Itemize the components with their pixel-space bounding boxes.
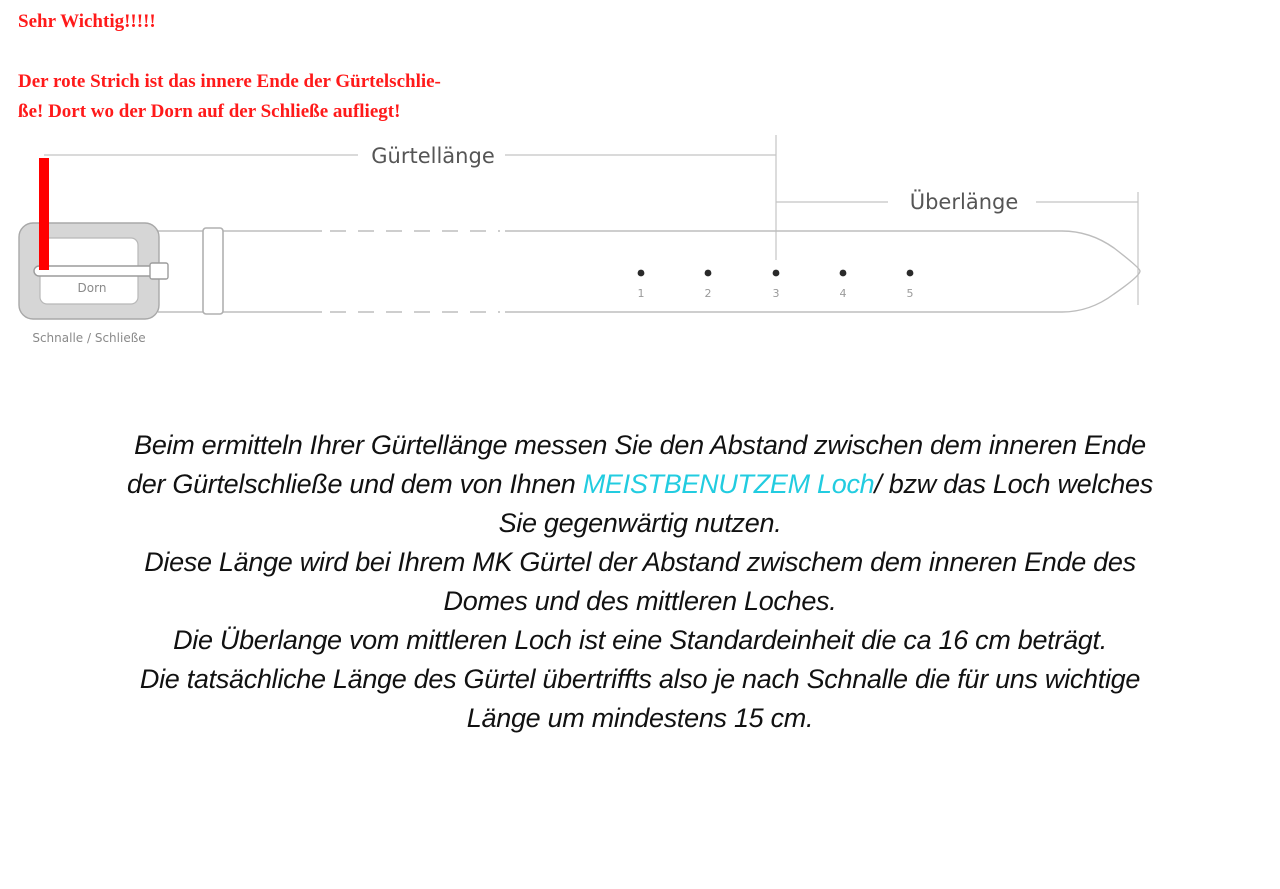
description-line-2-end: / bzw das Loch welches (874, 469, 1153, 499)
warning-title: Sehr Wichtig!!!!! (18, 11, 156, 32)
belt-hole (638, 270, 645, 277)
description-line-3: Sie gegenwärtig nutzen. (498, 508, 782, 538)
belt-strap (158, 231, 1140, 312)
belt-hole (840, 270, 847, 277)
warning-line-1: Der rote Strich ist das innere Ende der Gürtelschlie- (18, 71, 441, 92)
description-line-4: Diese Länge wird bei Ihrem MK Gürtel der Abstand zwischem dem inneren Ende des (144, 547, 1136, 577)
hole-number: 5 (906, 287, 914, 300)
overlength-label: Überlänge (909, 190, 1019, 214)
most-used-hole-highlight: MEISTBENUTZEM Loch (582, 469, 875, 499)
hole-number: 4 (839, 287, 847, 300)
description-line-1: Beim ermitteln Ihrer Gürtellänge messen Sie den Abstand zwischen dem inneren Ende (134, 430, 1146, 460)
belt-holes (638, 270, 914, 300)
buckle-pin (34, 263, 168, 279)
pin-label: Dorn (77, 281, 107, 295)
buckle-label: Schnalle / Schließe (32, 331, 146, 345)
description-line-2 (20, 465, 1260, 504)
belt-diagram (0, 130, 1280, 370)
belt-hole (705, 270, 712, 277)
description-line-2-start: der Gürtelschließe und dem von Ihnen (127, 469, 583, 499)
inner-end-marker (39, 158, 49, 270)
description-line-7: Die tatsächliche Länge des Gürtel übertriffts also je nach Schnalle die für uns wichtige (139, 664, 1141, 694)
belt-hole (907, 270, 914, 277)
belt-length-label: Gürtellänge (371, 144, 495, 168)
description-text (20, 426, 1260, 738)
hole-number: 3 (772, 287, 780, 300)
belt-hole (773, 270, 780, 277)
description-line-6: Die Überlange vom mittleren Loch ist eine Standardeinheit die ca 16 cm beträgt. (173, 625, 1107, 655)
description-line-8: Länge um mindestens 15 cm. (466, 703, 814, 733)
hole-number: 1 (637, 287, 645, 300)
warning-line-2: ße! Dort wo der Dorn auf der Schließe aufliegt! (18, 101, 401, 122)
belt-keeper (203, 228, 223, 314)
description-line-5: Domes und des mittleren Loches. (443, 586, 837, 616)
hole-number: 2 (704, 287, 712, 300)
